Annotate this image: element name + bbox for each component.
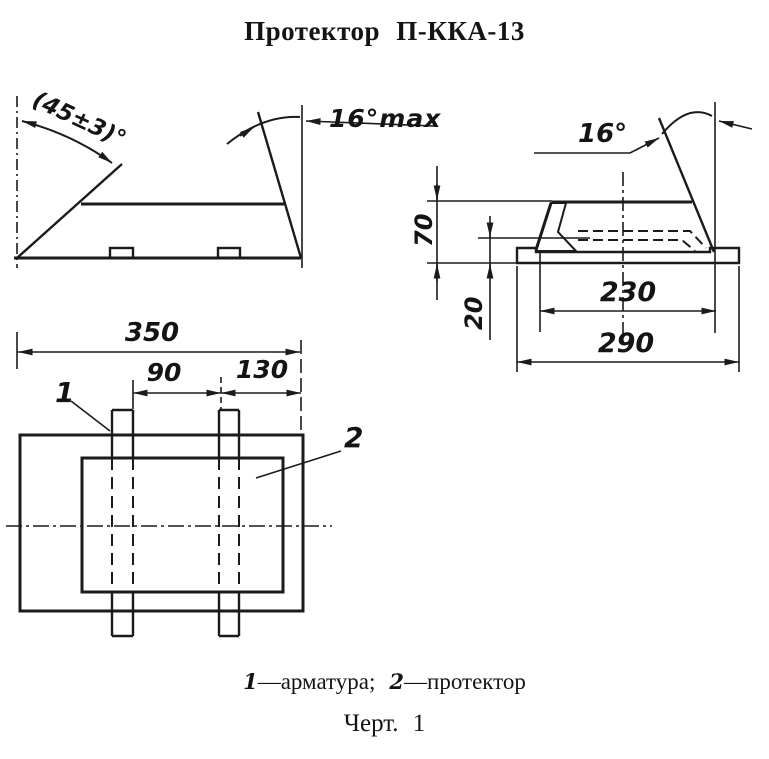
front-left-slant-edge [17,164,122,258]
front-right-slant-edge [258,112,301,258]
plan-callout1-label: 1 [55,376,75,409]
plan-armature-bar-1-hidden [112,458,133,592]
legend-item2-number: 2 [389,669,405,694]
drawing-title: Протектор П-ККА-13 [244,16,525,46]
plan-dim350-label: 350 [124,318,180,348]
plan-dim130-label: 130 [235,355,289,384]
side-angle16-arrow [719,121,752,129]
side-armature-hidden-bottom [578,240,695,251]
side-angle16-arc [662,112,712,134]
plan-base-outline [20,435,303,611]
front-angle16-arrow [240,127,254,136]
plan-callout2-label: 2 [344,421,364,454]
side-dim230-label: 230 [599,277,657,308]
plan-view [6,318,363,636]
plan-armature-bar-1-solid [112,410,133,636]
legend-item2-text: —протектор [404,669,526,694]
side-dim20-label: 20 [460,296,488,330]
plan-callout2-leader [256,451,341,478]
side-view [410,102,752,372]
plan-dim90-label: 90 [146,358,182,387]
side-dim70-label: 70 [410,213,438,247]
legend-item1-number: 1 [243,669,258,694]
plan-armature-bar-2-solid [219,410,239,636]
front-view [14,87,441,268]
figure-number: Черт. 1 [343,710,426,737]
legend-item1-text: —арматура; [257,669,376,694]
front-angle16max-label: 16°max [329,104,442,133]
legend-caption [0,669,769,695]
side-angle16-label: 16° [578,119,628,149]
front-angle45-label: (45±3)° [28,86,130,153]
side-dim290-label: 290 [597,328,655,359]
plan-armature-bar-2-hidden [219,458,239,592]
plan-callout1-leader [71,401,110,431]
